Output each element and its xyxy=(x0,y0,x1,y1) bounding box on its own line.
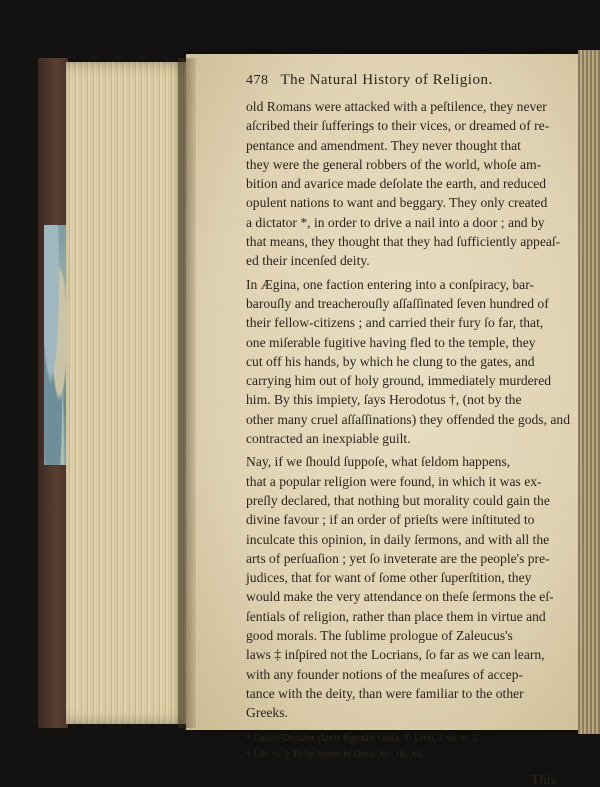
text-line: laws ‡ inſpired not the Locrians, ſo far as we can learn, xyxy=(246,647,545,663)
text-line: their fellow-citizens ; and carried their fury ſo far, that, xyxy=(246,315,544,331)
footnote: * Called Dictator clavis figendæ cauſa. T. Livii, l. vii. c. 3. xyxy=(246,732,479,744)
body-text xyxy=(246,97,571,723)
page-number: 478 xyxy=(246,73,269,88)
text-line: arts of perſuaſion ; yet ſo inveterate are the people's pre- xyxy=(246,550,550,566)
footnote: † Lib. vi. ‡ To be found in Diod. Sic. lib. xii. xyxy=(246,748,425,760)
text-line: him. By this impiety, ſays Herodotus †, (not by the xyxy=(246,392,522,408)
text-line: barouſly and treacherouſly aſſaſſinated ſeven hundred of xyxy=(246,295,549,311)
page-edges xyxy=(66,62,190,724)
text-line: cut off his hands, by which he clung to the gates, and xyxy=(246,353,535,369)
text-line: pentance and amendment. They never thought that xyxy=(246,137,521,153)
text-line: that a popular religion were found, in which it was ex- xyxy=(246,473,542,489)
text-line: aſcribed their ſufferings to their vices, or dreamed of re- xyxy=(246,118,550,134)
text-line: contracted an inexpiable guilt. xyxy=(246,431,411,447)
text-line: would make the very attendance on theſe ſermons the eſ- xyxy=(246,589,554,605)
text-line: other many cruel aſſaſſinations) they offended the gods, and xyxy=(246,411,571,427)
text-line: ſentials of religion, rather than place them in virtue and xyxy=(246,608,546,624)
page-text xyxy=(246,72,571,787)
text-line: tance with the deity, than were familiar to the other xyxy=(246,685,524,701)
text-line: inculcate this opinion, in daily ſermons, and with all the xyxy=(246,531,550,547)
text-line: preſly declared, that nothing but morality could gain the xyxy=(246,492,550,508)
running-header xyxy=(246,72,556,89)
book-page xyxy=(186,54,578,787)
text-line: judices, that for want of ſome other ſuperſtition, they xyxy=(246,570,532,586)
text-line: one miſerable fugitive having fled to the temple, they xyxy=(246,334,536,350)
text-line: that means, they thought that they had ſufficiently appeaſ- xyxy=(246,234,561,250)
text-line: divine favour ; if an order of prieſts were inſtituted to xyxy=(246,512,535,528)
text-line: In Ægina, one faction entering into a conſpiracy, bar- xyxy=(246,276,534,292)
footnotes xyxy=(246,731,556,763)
marbled-endpaper xyxy=(44,225,66,465)
text-line: Nay, if we ſhould ſuppoſe, what ſeldom happens, xyxy=(246,454,511,470)
text-line: ed their incenſed deity. xyxy=(246,253,370,269)
text-line: with any founder notions of the meaſures of accep- xyxy=(246,666,524,682)
text-line: opulent nations to want and beggary. They only created xyxy=(246,195,548,211)
text-line: a dictator *, in order to drive a nail into a door ; and by xyxy=(246,214,545,230)
gutter-shadow xyxy=(178,58,196,728)
running-head-title: The Natural History of Religion. xyxy=(280,72,493,88)
text-line: old Romans were attacked with a peſtilence, they never xyxy=(246,99,547,114)
page-edge-right xyxy=(578,50,600,734)
text-line: good morals. The ſublime prologue of Zaleucus's xyxy=(246,628,513,644)
text-line: they were the general robbers of the world, whoſe am- xyxy=(246,156,542,172)
text-line: bition and avarice made deſolate the earth, and reduced xyxy=(246,176,547,192)
text-line: Greeks. xyxy=(246,705,288,721)
text-line: carrying him out of holy ground, immediately murdered xyxy=(246,373,552,389)
catchword: This xyxy=(531,772,556,787)
